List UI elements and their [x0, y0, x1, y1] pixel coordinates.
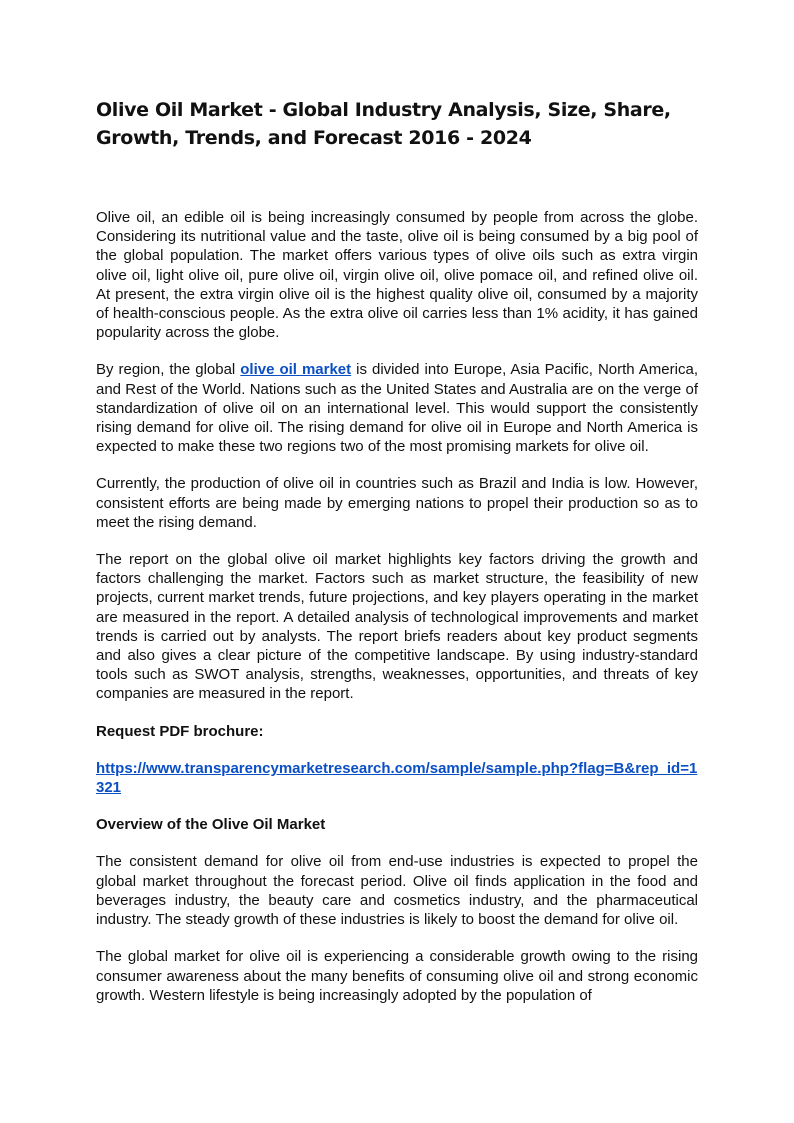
page-title: Olive Oil Market - Global Industry Analysis, Size, Share, Growth, Trends, and Forecast 2016 - 2024	[96, 99, 671, 149]
paragraph-growth: The global market for olive oil is experiencing a considerable growth owing to the rising consumer awareness about the many benefits of consuming olive oil and strong economic growth. Western lifestyle is being increasingly adopted by the population of	[96, 948, 698, 1004]
brochure-url-paragraph	[96, 759, 698, 797]
paragraph-demand: The consistent demand for olive oil from end-use industries is expected to propel the global market throughout the forecast period. Olive oil finds application in the food and beverages industry, the beauty care and cosmetics industry, and the pharmaceutical industry. The steady growth of these industries is likely to boost the demand for olive oil.	[96, 853, 698, 929]
brochure-url-link[interactable]: https://www.transparencymarketresearch.com/sample/sample.php?flag=B&rep_id=1321	[96, 759, 698, 797]
paragraph-production: Currently, the production of olive oil in countries such as Brazil and India is low. However, consistent efforts are being made by emerging nations to propel their production so as to meet the rising demand.	[96, 475, 698, 531]
document-body	[96, 208, 698, 1023]
paragraph-intro: Olive oil, an edible oil is being increasingly consumed by people from across the globe. Considering its nutritional value and the taste, olive oil is being consumed by a big pool of the global population. The market offers various types of olive oils such as extra virgin olive oil, light olive oil, pure olive oil, virgin olive oil, olive pomace oil, and refined olive oil. At present, the extra virgin olive oil is the highest quality olive oil, consumed by a majority of health-conscious people. As the extra olive oil carries less than 1% acidity, it has gained popularity across the globe.	[96, 209, 698, 342]
paragraph-report: The report on the global olive oil market highlights key factors driving the growth and factors challenging the market. Factors such as market structure, the feasibility of new projects, current market trends, future projections, and key players operating in the market are measured in the report. A detailed analysis of technological improvements and market trends is carried out by analysts. The report briefs readers about key product segments and also gives a clear picture of the competitive landscape. By using industry-standard tools such as SWOT analysis, strengths, weaknesses, opportunities, and threats of key companies are measured in the report.	[96, 551, 698, 703]
brochure-heading: Request PDF brochure:	[96, 722, 264, 740]
paragraph-region	[96, 360, 698, 456]
paragraph-region-text-before: By region, the global	[96, 361, 241, 379]
olive-oil-market-link[interactable]: olive oil market	[240, 361, 352, 379]
paragraph-region-text-after: is divided into Europe, Asia Pacific, North America, and Rest of the World. Nations such as the United States and Australia are on the verge of standardization of olive oil on an international level. This would support the consistently rising demand for olive oil. The rising demand for olive oil in Europe and North America is expected to make these two regions two of the most promising markets for olive oil.	[96, 361, 698, 456]
overview-heading: Overview of the Olive Oil Market	[96, 816, 326, 834]
